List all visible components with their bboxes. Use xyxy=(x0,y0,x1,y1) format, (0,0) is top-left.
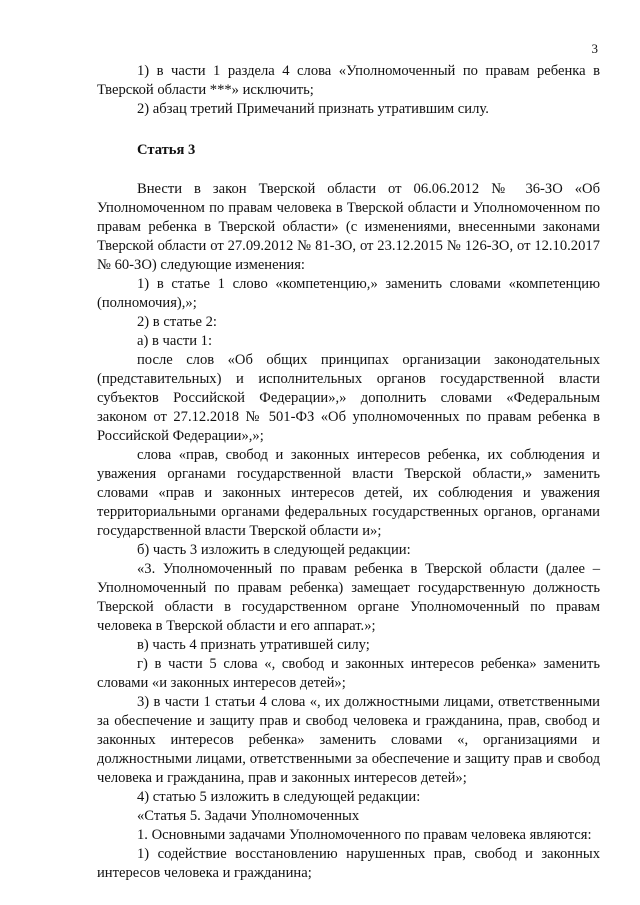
paragraph: а) в части 1: xyxy=(137,333,213,349)
paragraph: б) часть 3 изложить в следующей редакции: xyxy=(137,542,411,558)
document-body xyxy=(97,62,600,883)
page-number: 3 xyxy=(591,41,598,56)
article-heading: Статья 3 xyxy=(137,142,196,158)
paragraph: после слов «Об общих принципах организации законодательных (представительных) и исполнительных органов государственной власти субъектов Российской Федерации»,» дополнить словами «Федеральным законом от 27.12.2018 № 501-ФЗ «Об уполномоченных по правам ребенка в Российской Федерации»,»; xyxy=(97,352,600,444)
paragraph: г) в части 5 слова «, свобод и законных интересов ребенка» заменить словами «и законных интересов детей»; xyxy=(97,656,600,691)
paragraph: 1) в части 1 раздела 4 слова «Уполномоченный по правам ребенка в Тверской области ***» исключить; xyxy=(97,63,600,98)
paragraph: 2) в статье 2: xyxy=(137,314,217,330)
paragraph: 3) в части 1 статьи 4 слова «, их должностными лицами, ответственными за обеспечение и защиту прав и свобод человека и гражданина, прав, свобод и законных интересов ребенка» заменить словами «, организациями и должностными лицами, ответственными за обеспечение и защиту прав и свобод человека и гражданина, прав и законных интересов детей»; xyxy=(97,694,600,786)
paragraph: в) часть 4 признать утратившей силу; xyxy=(137,637,370,653)
paragraph: 1) содействие восстановлению нарушенных прав, свобод и законных интересов человека и гражданина; xyxy=(97,846,600,881)
paragraph: 1. Основными задачами Уполномоченного по правам человека являются: xyxy=(137,827,592,843)
paragraph: слова «прав, свобод и законных интересов ребенка, их соблюдения и уважения органами государственной власти Тверской области,» заменить словами «прав и законных интересов детей, их соблюдения и уважения территориальными органами федеральных государственных органов, органами государственной власти Тверской области и»; xyxy=(97,447,600,539)
paragraph: Внести в закон Тверской области от 06.06.2012 № 36-ЗО «Об Уполномоченном по правам человека в Тверской области и Уполномоченном по правам ребенка в Тверской области» (с изменениями, внесенными законами Тверской области от 27.09.2012 № 81-ЗО, от 23.12.2015 № 126-ЗО, от 12.10.2017 № 60-ЗО) следующие изменения: xyxy=(97,181,600,273)
paragraph: 1) в статье 1 слово «компетенцию,» заменить словами «компетенцию (полномочия),»; xyxy=(97,276,600,311)
paragraph: 2) абзац третий Примечаний признать утратившим силу. xyxy=(137,101,489,117)
paragraph: 4) статью 5 изложить в следующей редакции: xyxy=(137,789,421,805)
paragraph: «3. Уполномоченный по правам ребенка в Тверской области (далее – Уполномоченный по правам ребенка) замещает государственную должность Тверской области в государственном органе Уполномоченный по правам человека в Тверской области и его аппарат.»; xyxy=(97,561,600,634)
paragraph: «Статья 5. Задачи Уполномоченных xyxy=(137,808,360,824)
